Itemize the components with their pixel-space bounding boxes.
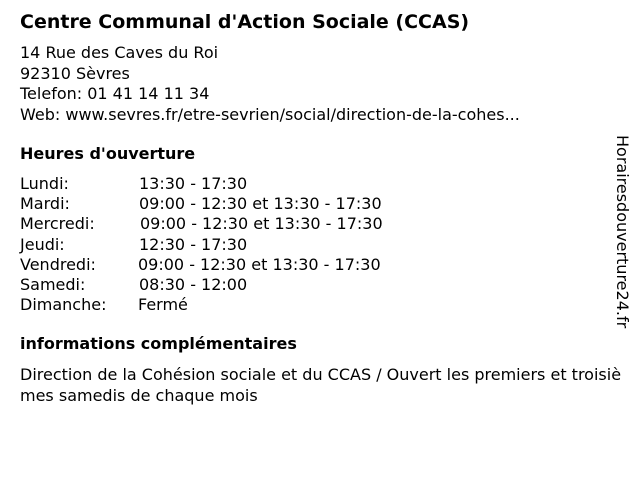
website-link[interactable]: Web: www.sevres.fr/etre-sevrien/social/direction-de-la-cohes... — [20, 104, 520, 124]
day-hours: 09:00 - 12:30 et 13:30 - 17:30 — [138, 254, 381, 274]
day-hours: 13:30 - 17:30 — [139, 174, 248, 193]
day-hours: 08:30 - 12:00 — [139, 274, 248, 294]
address-street: 14 Rue des Caves du Roi — [20, 43, 219, 62]
day-hours: Fermé — [138, 295, 188, 315]
opening-hours-heading: Heures d'ouverture — [20, 144, 196, 163]
brand-text: Horairesdouverture24.fr — [613, 135, 632, 329]
address-block — [20, 43, 520, 125]
phone-number[interactable]: Telefon: 01 41 14 11 34 — [20, 84, 210, 103]
day-hours: 12:30 - 17:30 — [139, 234, 248, 254]
day-label: Jeudi: — [20, 234, 65, 254]
day-hours: 09:00 - 12:30 et 13:30 - 17:30 — [139, 194, 382, 214]
day-label: Vendredi: — [20, 254, 96, 274]
day-label: Mardi: — [20, 194, 70, 214]
day-label: Samedi: — [20, 274, 86, 294]
day-label: Lundi: — [20, 174, 69, 193]
info-heading: informations complémentaires — [20, 334, 297, 353]
page-title: Centre Communal d'Action Sociale (CCAS) — [20, 11, 470, 33]
day-label: Mercredi: — [20, 214, 95, 234]
address-city: 92310 Sèvres — [20, 63, 130, 83]
day-label: Dimanche: — [20, 295, 107, 315]
info-text: Direction de la Cohésion sociale et du CCAS / Ouvert les premiers et troisièmes samedis de chaque mois — [20, 365, 622, 405]
day-hours: 09:00 - 12:30 et 13:30 - 17:30 — [140, 214, 383, 234]
brand-watermark — [611, 135, 635, 345]
